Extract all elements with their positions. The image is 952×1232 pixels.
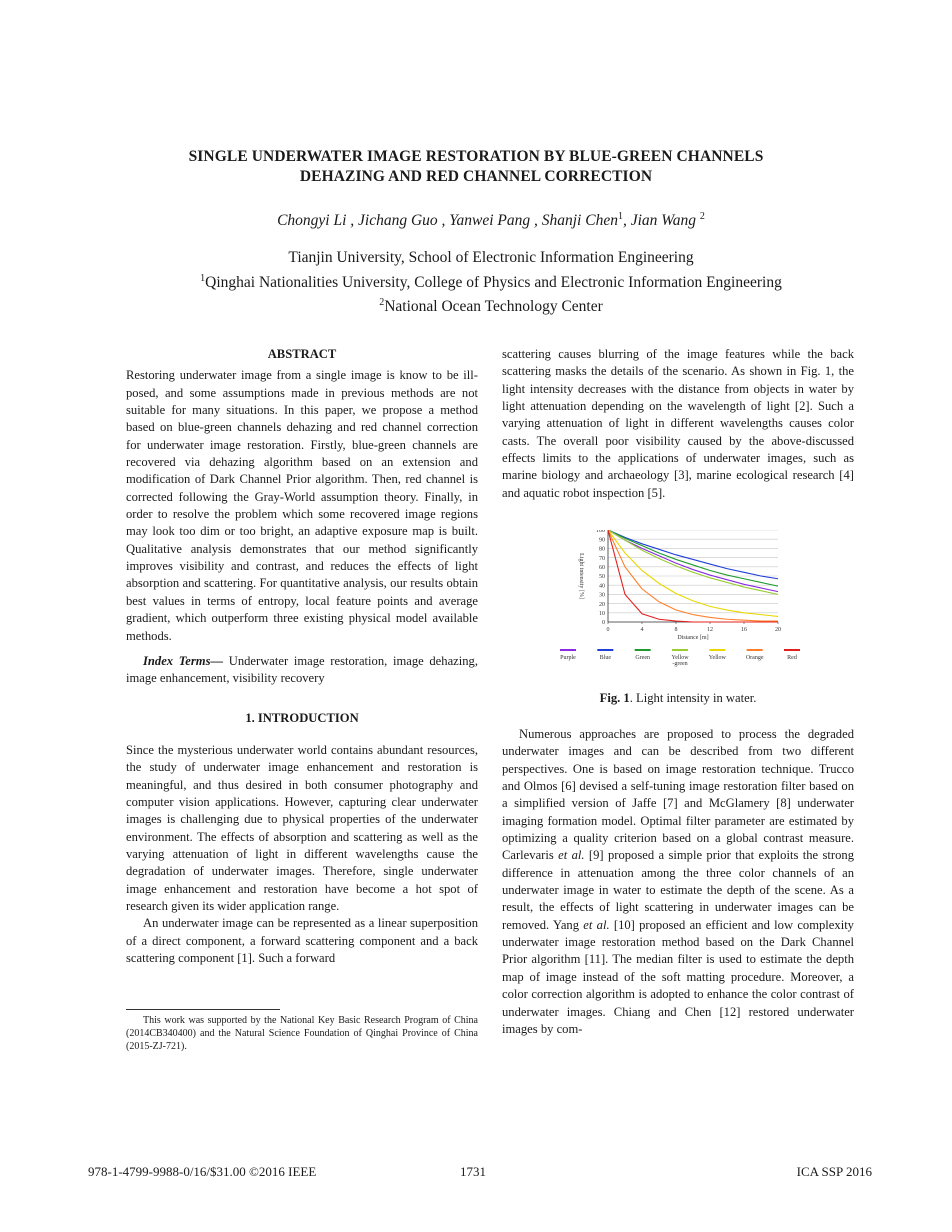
left-column	[126, 346, 478, 967]
abstract-text: Restoring underwater image from a single image is know to be ill-posed, and some assumptions made in previous methods are not suitable for many situations. In this paper, we propose a method based on blue-green channels dehazing and red channel correction for underwater image restoration. Firstly, blue-green channels are recovered via dehazing algorithm based on an extension and modification of Dark Channel Prior algorithm. Then, red channel is corrected following the Gray-World assumption theory. Finally, in order to resolve the problem which some recovered image regions may look too dim or too bright, an adaptive exposure map is built. Qualitative analysis demonstrates that our method significantly improves visibility and contrast, and reduces the effects of light absorption and scattering. For quantitative analysis, our results obtain best values in terms of entropy, local feature points and average gradient, which outperform three existing physical model available methods.	[126, 368, 478, 643]
legend-label: Green	[635, 655, 651, 661]
affiliation-2	[0, 269, 952, 294]
affiliation-3-superscript: 2	[379, 297, 385, 309]
x-tick-label: 4	[640, 627, 644, 633]
figure-1	[560, 530, 800, 670]
y-tick-label: 30	[599, 592, 605, 599]
authors-main: Chongyi Li , Jichang Guo , Yanwei Pang , Shanji Chen	[277, 212, 618, 230]
footnote-text: This work was supported by the National Key Basic Research Program of China (2014CB340400) and the Natural Science Foundation of Qinghai Province of China (2015-ZJ-721).	[126, 1015, 478, 1052]
footer-copyright: 978-1-4799-9988-0/16/$31.00 ©2016 IEEE	[88, 1164, 317, 1179]
p3-part-c: [10] proposed an efficient and low complexity underwater image restoration method based on the Dark Channel Prior algorithm [11]. The median filter is used to estimate the depth map of image instead of the soft matting procedure. Moreover, a color correction algorithm is adopted to enhance the color contrast of underwater images. Chiang and Chen [12] restored underwater images by com-	[502, 917, 854, 1036]
right-column	[502, 346, 854, 502]
y-tick-label: 10	[599, 611, 605, 617]
right-column-lower	[502, 726, 854, 1038]
affiliation-2-text: Qinghai Nationalities University, College of Physics and Electronic Information Engineering	[205, 273, 782, 291]
figure-1-caption	[502, 690, 854, 707]
legend-label: Red	[787, 655, 797, 661]
index-terms-text: Underwater image restoration, image dehazing, image enhancement, visibility recovery	[126, 653, 478, 686]
index-terms-label: Index Terms—	[143, 653, 224, 668]
y-tick-label: 80	[599, 546, 605, 553]
author-superscript-1: 1	[617, 211, 623, 222]
affiliation-1: Tianjin University, School of Electronic Information Engineering	[288, 249, 694, 266]
affiliation-3-text: National Ocean Technology Center	[384, 298, 603, 316]
abstract-heading: ABSTRACT	[267, 347, 337, 361]
index-terms	[126, 653, 478, 688]
legend-label: Purple	[560, 655, 576, 661]
y-tick-label: 60	[599, 565, 605, 571]
footnote-rule	[126, 1009, 280, 1010]
footer-conference: ICA SSP 2016	[796, 1164, 872, 1179]
figure-label: Fig. 1	[599, 691, 630, 705]
footnote	[126, 1014, 478, 1053]
x-tick-label: 16	[741, 627, 747, 633]
y-tick-label: 100	[596, 530, 605, 535]
x-tick-label: 12	[707, 627, 713, 633]
y-tick-label: 90	[599, 537, 605, 544]
y-axis-label: Light intensity [%]	[578, 553, 584, 599]
legend-label: -green	[672, 661, 688, 667]
y-tick-label: 40	[599, 583, 605, 590]
p3-etal-2: et al.	[583, 917, 610, 932]
p3-part-b: [9] proposed a simple prior that exploits the strong difference in attenuation among the three color channels of an underwater image in water to estimate the depth of the scene. As a result, the effects of light scattering in underwater images can be removed. Yang	[502, 848, 854, 932]
x-tick-label: 8	[674, 627, 678, 633]
intro-paragraph-1: Since the mysterious underwater world contains abundant resources, the study of underwater image enhancement and restoration is meaningful, and thus desired in both consumer photography and computer vision applications. However, capturing clear underwater images is challenging due to physical properties of the underwater environment. The effects of absorption and scattering as well as the varying attenuation of light in different wavelengths cause the degradation of underwater images. Therefore, single underwater image enhancement and restoration have become a hot spot of research given its wider application range.	[126, 742, 478, 913]
legend-label: Blue	[599, 655, 612, 661]
y-tick-label: 20	[599, 601, 605, 608]
y-tick-label: 0	[602, 620, 605, 627]
y-tick-label: 70	[599, 555, 605, 562]
p3-etal-1: et al.	[558, 848, 585, 863]
y-tick-label: 50	[599, 574, 605, 581]
intro-paragraph-2: An underwater image can be represented as a linear superposition of a direct component, a forward scattering component and a back scattering component [1]. Such a forward	[126, 916, 478, 965]
legend-label: Orange	[745, 655, 764, 661]
legend-label: Yellow	[708, 655, 726, 661]
title-line-1: SINGLE UNDERWATER IMAGE RESTORATION BY BLUE-GREEN CHANNELS	[188, 148, 764, 165]
footer-page-number: 1731	[460, 1164, 486, 1179]
light-intensity-chart	[560, 530, 800, 670]
intro-paragraph-3	[502, 726, 854, 1038]
affiliation-2-superscript: 1	[200, 272, 206, 284]
title-line-2: DEHAZING AND RED CHANNEL CORRECTION	[299, 168, 653, 185]
p3-part-a: Numerous approaches are proposed to process the degraded underwater images and can be described from two different perspectives. One is based on image restoration technique. Trucco and Olmos [6] devised a self-tuning image restoration filter based on a simplified version of Jaffe [7] and McGlamery [8] underwater imaging formation model. Optimal filter parameter are estimated by optimizing a quality criterion based on a global contrast measure. Carlevaris	[502, 727, 854, 863]
series-line-blue	[608, 530, 778, 579]
affiliation-3	[0, 293, 952, 318]
figure-caption-text: . Light intensity in water.	[629, 691, 757, 705]
legend-label: Yellow	[671, 655, 689, 661]
introduction-heading: 1. INTRODUCTION	[245, 710, 359, 725]
x-tick-label: 0	[606, 627, 610, 633]
x-axis-label: Distance [m]	[677, 635, 709, 641]
author-superscript-2: 2	[699, 211, 705, 222]
intro-paragraph-2-continued: scattering causes blurring of the image features while the back scattering masks the details of the scenario. As shown in Fig. 1, the light intensity decreases with the distance from objects in water by light attenuation depending on the wavelength of light [2]. Such a varying attenuation of light in different wavelengths causes color casts. The overall poor visibility caused by the above-discussed effects limits to the applications of underwater images, such as marine biology and archaeology [3], marine ecological research [4] and aquatic robot inspection [5].	[502, 347, 854, 500]
paper-title	[0, 147, 952, 187]
x-tick-label: 20	[775, 627, 781, 633]
author-last: , Jian Wang	[622, 212, 697, 230]
affiliations	[0, 248, 952, 318]
author-list	[0, 207, 952, 231]
